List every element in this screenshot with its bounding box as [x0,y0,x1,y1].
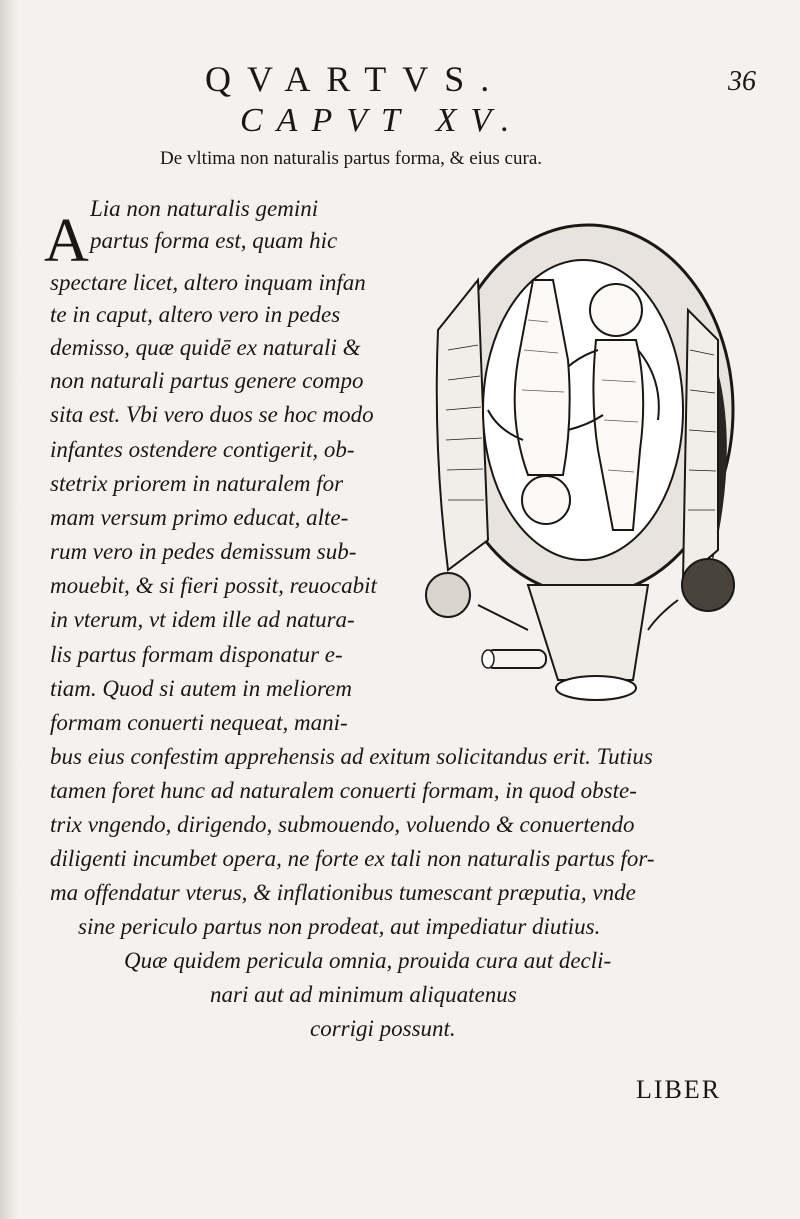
text-line: mouebit, & si fieri possit, reuocabit [50,573,377,598]
text-line: tamen foret hunc ad naturalem conuerti formam, in quod obste- [50,778,637,803]
drop-cap: A [44,207,89,275]
text-line: mam versum primo educat, alte- [50,505,349,530]
text-line: sita est. Vbi vero duos se hoc modo [50,402,374,427]
text-line: trix vngendo, dirigendo, submouendo, voluendo & conuertendo [50,812,635,837]
text-line: te in caput, altero vero in pedes [50,302,341,327]
catchword: LIBER [636,1075,722,1104]
text-line: stetrix priorem in naturalem for [50,471,344,496]
text-line: sine periculo partus non prodeat, aut impediatur diutius. [78,914,601,939]
text-line: ma offendatur vterus, & inflationibus tumescant præputia, vnde [50,880,636,905]
page-gutter-shadow [0,0,18,1219]
chapter-subtitle: De vltima non naturalis partus forma, & eius cura. [160,148,543,169]
text-line: tiam. Quod si autem in meliorem [50,676,352,701]
text-line: bus eius confestim apprehensis ad exitum solicitandus erit. Tutius [50,744,653,769]
text-line: infantes ostendere contigerit, ob- [50,437,355,462]
text-line: diligenti incumbet opera, ne forte ex tali non naturalis partus for- [50,846,655,871]
text-line: in vterum, vt idem ille ad natura- [50,607,355,632]
text-line: Lia non naturalis gemini [90,196,319,221]
chapter-heading: CAPVT XV. [240,102,524,139]
text-line: spectare licet, altero inquam infan [50,270,366,295]
text-line: corrigi possunt. [310,1016,456,1041]
text-line: nari aut ad minimum aliquatenus [210,982,517,1007]
text-line: rum vero in pedes demissum sub- [50,539,357,564]
running-head: QVARTVS. [205,59,506,99]
text-line: partus forma est, quam hic [90,228,338,253]
text-line: demisso, quæ quidē ex naturali & [50,335,361,360]
woodcut-twins-womb-illustration [418,210,738,730]
text-line: formam conuerti nequeat, mani- [50,710,348,735]
text-line: non naturali partus genere compo [50,368,364,393]
text-line: Quæ quidem pericula omnia, prouida cura aut decli- [124,948,612,973]
text-line: lis partus formam disponatur e- [50,642,343,667]
page-number: 36 [728,66,756,97]
